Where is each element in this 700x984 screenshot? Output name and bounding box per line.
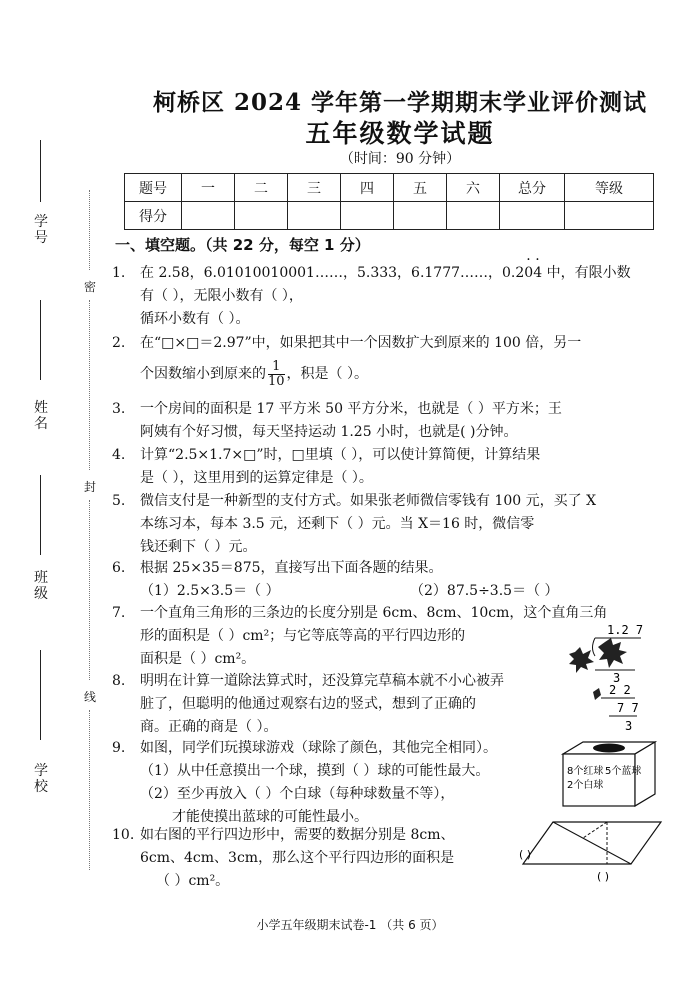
score-header-cell: 一 [182,174,235,202]
seal-dotted-line [89,500,90,680]
question-2 [112,332,662,393]
name-label: 姓名 [34,400,48,432]
question-text: 如图，同学们玩摸球游戏（球除了颜色，其他完全相同）。 [140,740,497,756]
question-text: （2）至少再放入（ ）个白球（每种球数量不等）， [140,786,455,802]
seal-char-feng: 封 [84,480,97,494]
question-text: 有（ ），无限小数有（ ）， [140,288,303,304]
exam-subtitle: 五年级数学试题 [305,119,495,148]
question-text: 循环小数有（ ）。 [140,311,250,327]
ink-blot-icon [598,638,627,668]
question-number: 9. [112,740,126,756]
question-text: （1）从中任意摸出一个球，摸到（ ）球的可能性最大。 [140,763,490,779]
question-text: 明明在计算一道除法算式时，还没算完草稿本就不小心被弄 [140,673,504,689]
question-text: 脏了，但聪明的他通过观察右边的竖式，想到了正确的 [140,696,476,712]
question-number: 8. [112,673,126,689]
box-white-balls: 2个白球 [567,780,604,791]
question-text: 本练习本，每本 3.5 元，还剩下（ ）元。当 X＝16 时，微信零 [140,516,535,532]
score-header-cell: 六 [447,174,500,202]
question-text: 是（ ），这里用到的运算定律是（ ）。 [140,470,373,486]
question-number: 4. [112,447,126,463]
class-line [40,475,41,555]
school-line [40,650,41,740]
question-number: 6. [112,560,126,576]
question-text: 一个直角三角形的三条边的长度分别是 6cm、8cm、10cm，这个直角三角 [140,605,608,621]
score-table-score-row [125,202,654,230]
exam-title: 柯桥区 2024 学年第一学期期末学业评价测试 [152,89,648,116]
division-remainder: 3 [613,671,621,685]
question-number: 1. [112,265,126,281]
fraction-denominator: 10 [268,373,285,389]
ink-blot-icon [593,688,601,700]
question-text: 在 2.58，6.01010010001……，5.333，6.1777……，0.2 [140,265,525,281]
question-5 [112,490,662,559]
question-text: （ ）cm²。 [156,873,230,889]
question-number: 2. [112,335,126,351]
name-line [40,300,41,380]
question-number: 10. [112,827,135,843]
question-text: 阿姨有个好习惯，每天坚持运动 1.25 小时，也就是( )分钟。 [140,424,518,440]
seal-char-mi: 密 [84,280,97,294]
score-header-cell: 四 [341,174,394,202]
question-text: 钱还剩下（ ）元。 [140,539,257,555]
question-text: 才能使摸出蓝球的可能性最小。 [172,809,368,825]
score-cell [394,202,447,230]
division-bracket [593,638,596,656]
division-remainder: 3 [625,719,633,733]
time-note: （时间：90 分钟） [339,151,461,167]
box-red-balls: 8个红球 [567,766,604,777]
parallelogram-height2 [583,822,607,838]
score-header-cell: 总分 [500,174,565,202]
score-cell [341,202,394,230]
question-text: ，积是（ ）。 [286,366,368,382]
score-header-cell: 五 [394,174,447,202]
question-1 [112,262,662,331]
score-cell [447,202,500,230]
question-text: 根据 25×35＝875，直接写出下面各题的结果。 [140,560,443,576]
seal-char-xian: 线 [84,690,97,704]
repeating-digit: · 0 [524,262,533,285]
division-step: 2 2 [609,683,631,697]
question-text: 微信支付是一种新型的支付方式。如果张老师微信零钱有 100 元，买了 X [140,493,597,509]
score-header-cell: 题号 [125,174,182,202]
question-text: 商。正确的商是（ ）。 [140,719,278,735]
score-table-header-row [125,174,654,202]
question-text: （1）2.5×3.5＝（ ） [140,583,280,599]
smudged-division-figure [565,620,645,740]
parallelogram-label-bottom: ( ) [597,870,610,883]
question-text: 计算“2.5×1.7×□”时，□里填（ ），可以使计算简便，计算结果 [140,447,541,463]
parallelogram-diagonal [553,822,631,864]
section-heading: 一、填空题。（共 22 分，每空 1 分） [115,236,370,254]
seal-dotted-line [89,190,90,270]
score-table [124,173,654,230]
score-header-cell: 二 [235,174,288,202]
question-3 [112,398,662,444]
score-cell [288,202,341,230]
student-id-line [40,140,41,202]
question-number: 3. [112,401,126,417]
score-header-cell: 等级 [565,174,654,202]
question-text: 中，有限小数 [542,265,631,281]
score-cell [235,202,288,230]
page-footer: 小学五年级期末试卷-1 （共 6 页） [256,918,444,932]
score-cell [500,202,565,230]
parallelogram-label-left: ( ) [519,848,532,861]
score-cell [565,202,654,230]
ball-box-figure [555,738,660,816]
score-cell [182,202,235,230]
class-label: 班级 [34,570,48,602]
question-text: 如右图的平行四边形中，需要的数据分别是 8cm、 [140,827,455,843]
school-label: 学校 [34,763,48,795]
box-hole [593,744,625,753]
question-text: 面积是（ ）cm²。 [140,651,256,667]
score-header-cell: 三 [288,174,341,202]
parallelogram-figure [515,814,665,884]
ink-blot-icon [569,647,594,673]
question-text: 形的面积是（ ）cm²；与它等底等高的平行四边形的 [140,628,466,644]
seal-dotted-line [89,710,90,870]
question-4 [112,444,662,490]
fraction-numerator: 1 [268,360,285,375]
question-number: 7. [112,605,126,621]
fraction [268,360,285,389]
question-text: （2）87.5÷3.5＝（ ） [410,583,559,599]
division-step: 7 7 [617,701,639,715]
question-number: 5. [112,493,126,509]
student-id-label: 学号 [34,214,48,246]
score-row-label: 得分 [125,202,182,230]
repeating-digit: · 4 [533,262,542,285]
box-blue-balls: 5个蓝球 [605,766,642,777]
question-6 [112,557,662,603]
question-text: 个因数缩小到原来的 [140,366,266,382]
division-quotient: 1.2 7 [607,623,644,637]
question-text: 一个房间的面积是 17 平方米 50 平方分米，也就是（ ）平方米；王 [140,401,562,417]
binding-margin [0,0,120,984]
seal-dotted-line [89,300,90,470]
question-text: 6cm、4cm、3cm，那么这个平行四边形的面积是 [140,850,455,866]
question-text: 在“□×□＝2.97”中，如果把其中一个因数扩大到原来的 100 倍，另一 [140,335,582,351]
